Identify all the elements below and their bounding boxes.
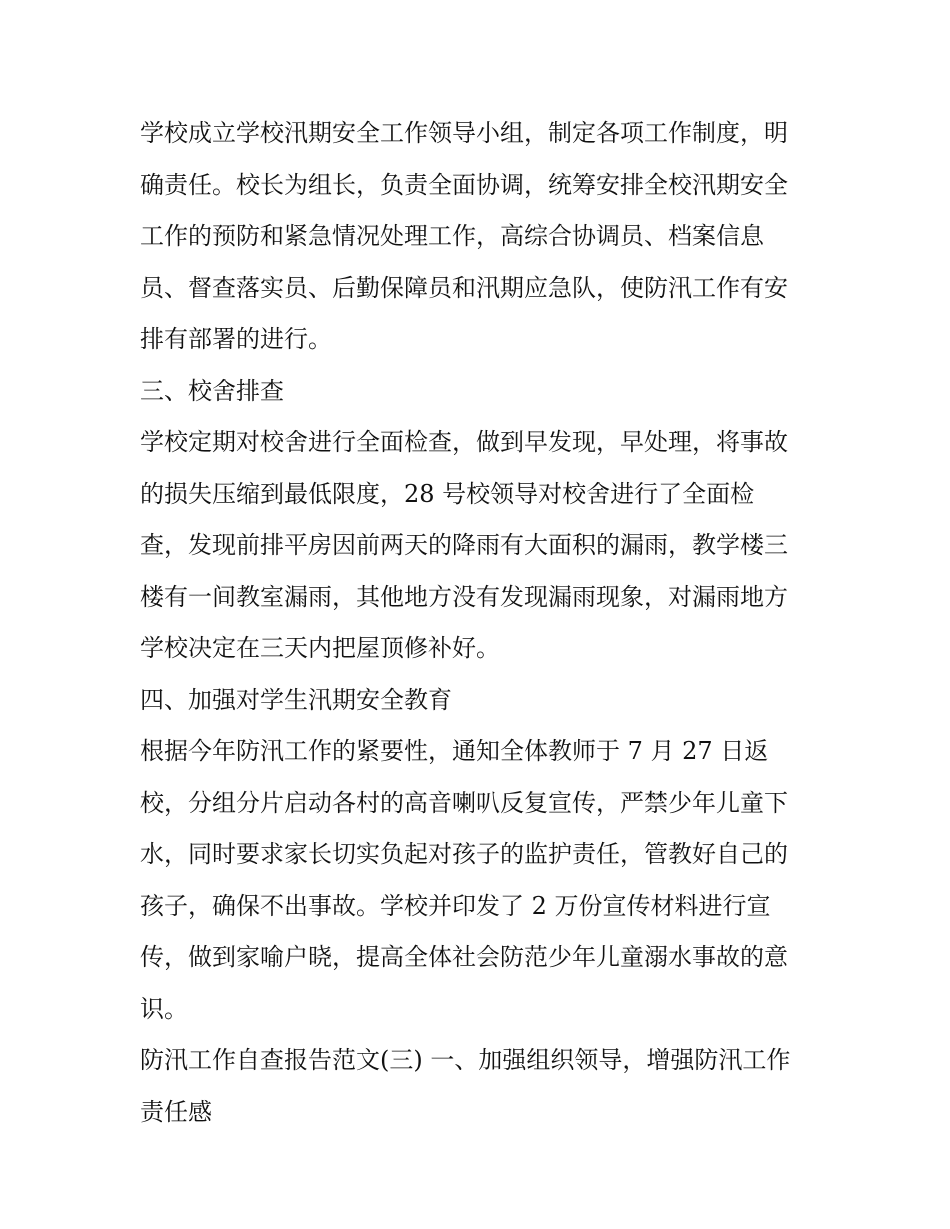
text-line: 责任感 <box>140 1097 212 1126</box>
section-heading: 三、校舍排查 <box>140 376 284 405</box>
text-line: 识。 <box>140 994 188 1023</box>
text-line: 排有部署的进行。 <box>140 325 332 353</box>
text-line: 水，同时要求家长切实负起对孩子的监护责任，管教好自己的 <box>140 840 788 868</box>
text-line: 员、督查落实员、后勤保障员和汛期应急队，使防汛工作有安 <box>140 273 788 302</box>
text-line: 楼有一间教室漏雨，其他地方没有发现漏雨现象，对漏雨地方 <box>140 582 788 611</box>
text-line: 确责任。校长为组长，负责全面协调，统筹安排全校汛期安全 <box>140 170 788 199</box>
text-line: 工作的预防和紧急情况处理工作，高综合协调员、档案信息 <box>140 222 764 250</box>
text-line: 防汛工作自查报告范文(三) 一、加强组织领导，增强防汛工作 <box>140 1046 791 1074</box>
text-line: 学校决定在三天内把屋顶修补好。 <box>140 634 500 662</box>
text-line: 学校成立学校汛期安全工作领导小组，制定各项工作制度，明 <box>140 119 788 147</box>
document-body <box>140 108 820 1138</box>
text-line: 根据今年防汛工作的紧要性，通知全体教师于 7 月 27 日返 <box>140 737 769 765</box>
text-line: 校，分组分片启动各村的高音喇叭反复宣传，严禁少年儿童下 <box>140 788 788 817</box>
text-line: 孩子，确保不出事故。学校并印发了 2 万份宣传材料进行宣 <box>140 891 771 920</box>
text-line: 传，做到家喻户晓，提高全体社会防范少年儿童溺水事故的意 <box>140 943 788 971</box>
text-line: 查，发现前排平房因前两天的降雨有大面积的漏雨，教学楼三 <box>140 531 788 559</box>
text-line: 的损失压缩到最低限度，28 号校领导对校舍进行了全面检 <box>140 479 755 508</box>
text-line: 学校定期对校舍进行全面检查，做到早发现，早处理，将事故 <box>140 428 788 456</box>
section-heading: 四、加强对学生汛期安全教育 <box>140 685 452 714</box>
